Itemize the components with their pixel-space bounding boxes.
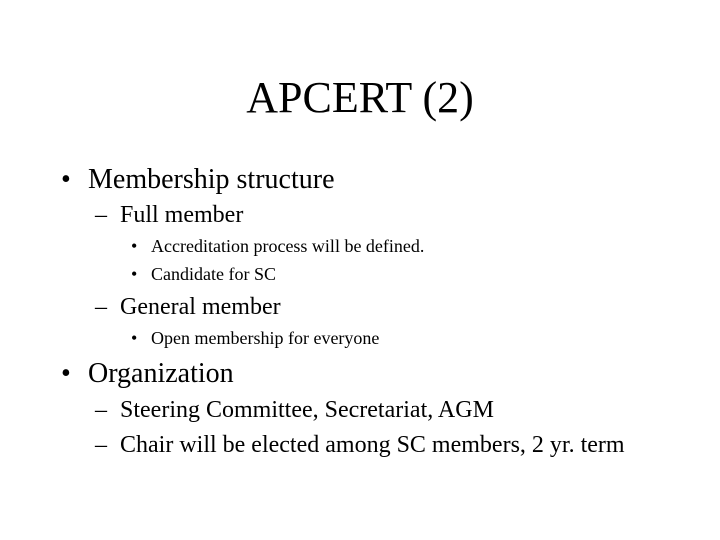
bullet-organization-text: Organization: [88, 358, 234, 389]
bullet-open-membership: [131, 326, 380, 350]
bullet-full-member-text: Full member: [120, 202, 244, 228]
bullet-accreditation: [131, 234, 425, 258]
bullet-candidate: [131, 262, 276, 286]
dash-icon: –: [95, 202, 107, 228]
bullet-chair: [95, 430, 625, 460]
bullet-candidate-text: Candidate for SC: [151, 264, 276, 284]
bullet-steering: [95, 395, 494, 425]
dash-icon: –: [95, 294, 107, 320]
bullet-dot-icon: •: [131, 328, 138, 348]
dash-icon: –: [95, 397, 107, 423]
bullet-dot-icon: •: [61, 164, 71, 195]
bullet-dot-icon: •: [131, 264, 138, 284]
bullet-full-member: [95, 200, 244, 230]
bullet-chair-text: Chair will be elected among SC members, 2 yr. term: [120, 432, 625, 458]
slide-title: APCERT (2): [246, 73, 474, 122]
bullet-organization: [61, 357, 234, 391]
bullet-membership: [61, 163, 335, 197]
bullet-dot-icon: •: [61, 358, 71, 389]
bullet-accreditation-text: Accreditation process will be defined.: [151, 236, 425, 256]
dash-icon: –: [95, 432, 107, 458]
bullet-general-member: [95, 292, 281, 322]
bullet-open-membership-text: Open membership for everyone: [151, 328, 380, 348]
bullet-general-member-text: General member: [120, 294, 281, 320]
bullet-membership-text: Membership structure: [88, 164, 335, 195]
bullet-dot-icon: •: [131, 236, 138, 256]
bullet-steering-text: Steering Committee, Secretariat, AGM: [120, 397, 494, 423]
